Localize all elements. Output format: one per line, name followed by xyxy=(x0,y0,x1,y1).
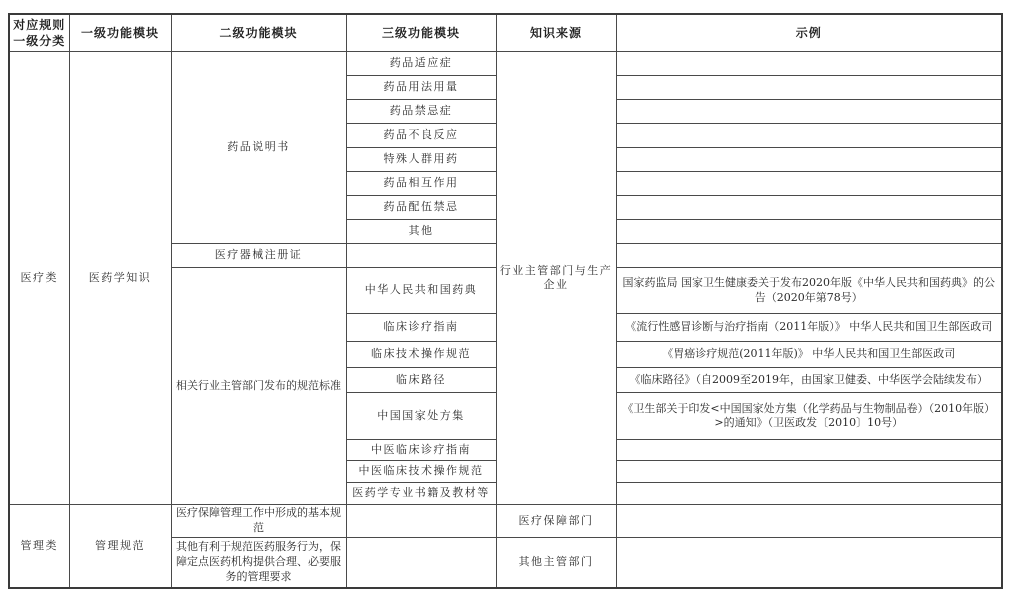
example-cell xyxy=(616,483,1002,505)
module3-cell: 临床路径 xyxy=(346,368,496,393)
example-cell: 《卫生部关于印发<中国国家处方集（化学药品与生物制品卷）（2010年版）>的通知》（卫医政发〔2010〕10号） xyxy=(616,393,1002,440)
header-row xyxy=(9,14,1002,52)
module2-device-cert-cell: 医疗器械注册证 xyxy=(171,244,346,268)
module2-insurance-basic-cell: 医疗保障管理工作中形成的基本规范 xyxy=(171,505,346,538)
module2-drug-label-cell: 药品说明书 xyxy=(171,52,346,244)
example-cell xyxy=(616,440,1002,461)
source-industry-cell: 行业主管部门与生产企业 xyxy=(496,52,616,505)
table-row xyxy=(9,505,1002,538)
module3-cell: 药品禁忌症 xyxy=(346,100,496,124)
module3-cell-empty xyxy=(346,538,496,588)
example-cell-empty xyxy=(616,538,1002,588)
module3-cell: 药品不良反应 xyxy=(346,124,496,148)
module3-cell: 中医临床诊疗指南 xyxy=(346,440,496,461)
module3-cell: 临床诊疗指南 xyxy=(346,314,496,342)
example-cell-empty xyxy=(616,505,1002,538)
example-cell-empty xyxy=(616,172,1002,196)
source-other-cell: 其他主管部门 xyxy=(496,538,616,588)
example-cell: 国家药监局 国家卫生健康委关于发布2020年版《中华人民共和国药典》的公告（2020年第78号） xyxy=(616,268,1002,314)
example-cell-empty xyxy=(616,196,1002,220)
category-medical-cell: 医疗类 xyxy=(9,52,69,505)
example-cell-empty xyxy=(616,76,1002,100)
header-module-level2: 二级功能模块 xyxy=(171,14,346,52)
example-cell-empty xyxy=(616,124,1002,148)
module3-cell: 药品用法用量 xyxy=(346,76,496,100)
source-insurance-cell: 医疗保障部门 xyxy=(496,505,616,538)
module3-cell: 中国国家处方集 xyxy=(346,393,496,440)
module3-cell: 药品适应症 xyxy=(346,52,496,76)
module3-cell: 医药学专业书籍及教材等 xyxy=(346,483,496,505)
module3-cell-empty xyxy=(346,244,496,268)
example-cell-empty xyxy=(616,244,1002,268)
module2-other-mgmt-cell: 其他有利于规范医药服务行为，保障定点医药机构提供合理、必要服务的管理要求 xyxy=(171,538,346,588)
module3-cell: 其他 xyxy=(346,220,496,244)
example-cell: 《临床路径》（自2009至2019年，由国家卫健委、中华医学会陆续发布） xyxy=(616,368,1002,393)
table-row xyxy=(9,52,1002,76)
header-knowledge-source: 知识来源 xyxy=(496,14,616,52)
module2-standards-cell: 相关行业主管部门发布的规范标准 xyxy=(171,268,346,505)
example-cell: 《流行性感冒诊断与治疗指南（2011年版）》 中华人民共和国卫生部医政司 xyxy=(616,314,1002,342)
module3-cell-empty xyxy=(346,505,496,538)
module3-cell: 特殊人群用药 xyxy=(346,148,496,172)
example-cell-empty xyxy=(616,220,1002,244)
example-cell: 《胃癌诊疗规范(2011年版)》 中华人民共和国卫生部医政司 xyxy=(616,342,1002,368)
header-module-level3: 三级功能模块 xyxy=(346,14,496,52)
knowledge-classification-table xyxy=(8,13,1003,589)
module3-cell: 临床技术操作规范 xyxy=(346,342,496,368)
category-management-cell: 管理类 xyxy=(9,505,69,588)
module3-cell: 中医临床技术操作规范 xyxy=(346,461,496,483)
example-cell-empty xyxy=(616,148,1002,172)
module3-cell: 中华人民共和国药典 xyxy=(346,268,496,314)
example-cell xyxy=(616,461,1002,483)
example-cell-empty xyxy=(616,52,1002,76)
header-module-level1: 一级功能模块 xyxy=(69,14,171,52)
example-cell-empty xyxy=(616,100,1002,124)
header-rule-category: 对应规则一级分类 xyxy=(9,14,69,52)
header-example: 示例 xyxy=(616,14,1002,52)
module3-cell: 药品配伍禁忌 xyxy=(346,196,496,220)
module1-management-cell: 管理规范 xyxy=(69,505,171,588)
module1-medical-cell: 医药学知识 xyxy=(69,52,171,505)
module3-cell: 药品相互作用 xyxy=(346,172,496,196)
